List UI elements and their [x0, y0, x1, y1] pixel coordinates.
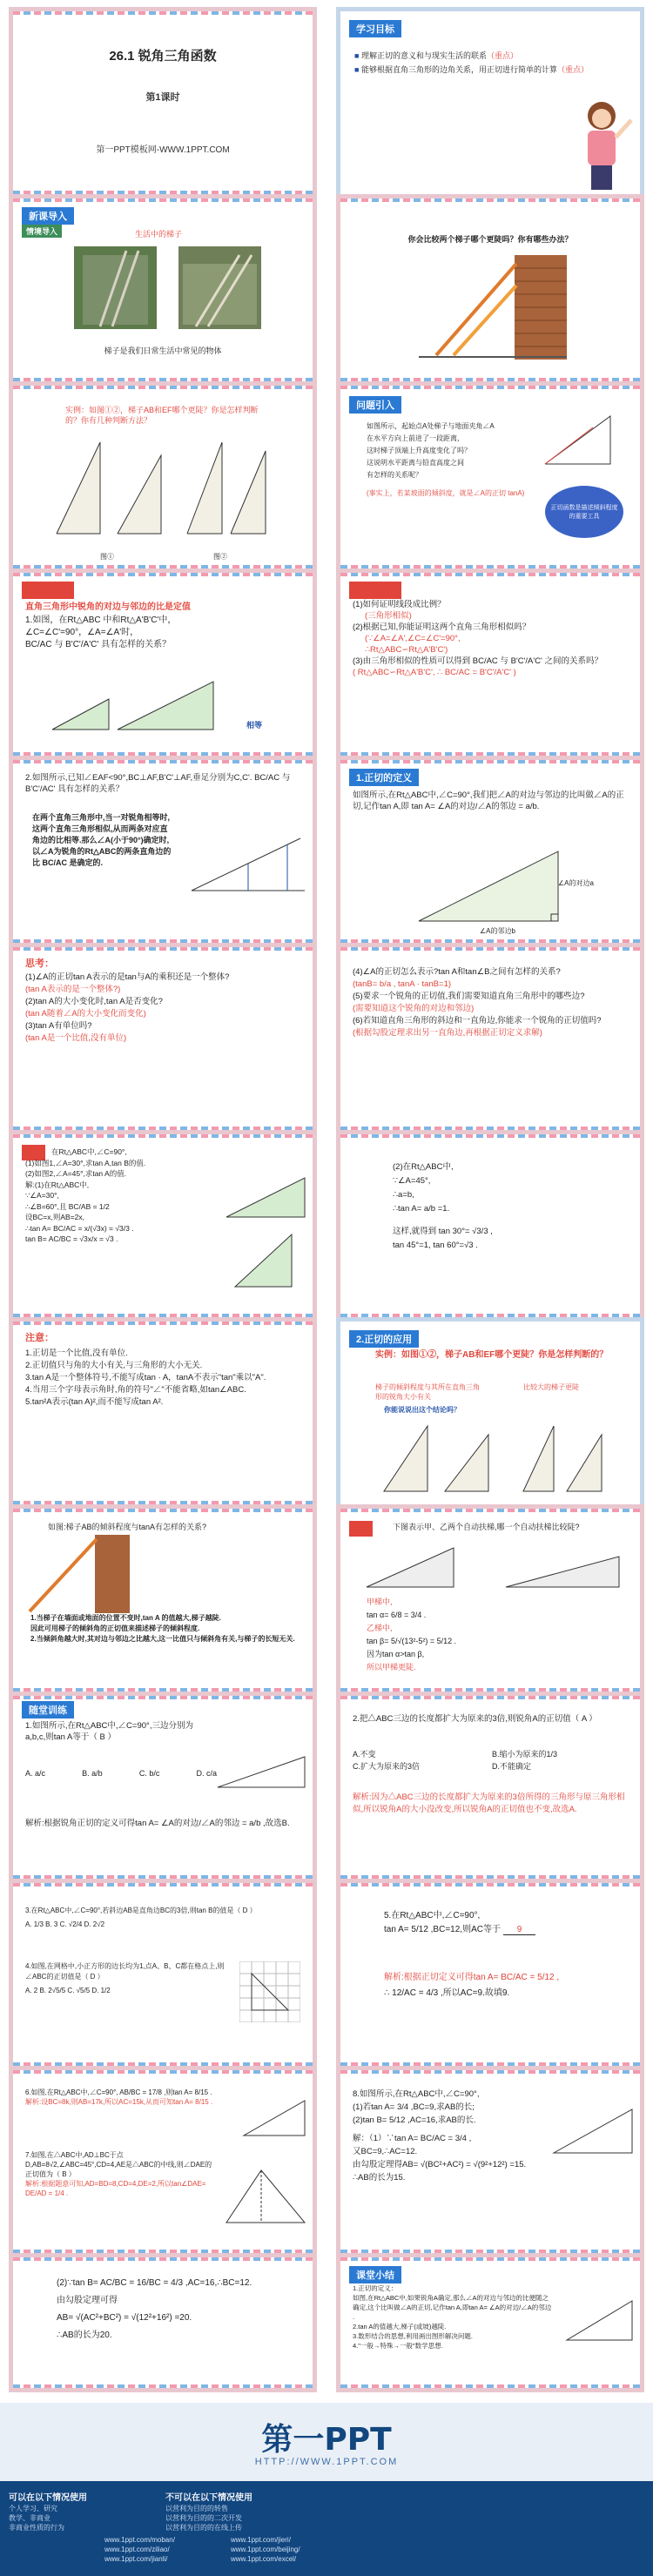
slide-11[interactable] — [9, 943, 317, 1134]
forbidden-item: 以营利为目的的二次开发 — [165, 2514, 242, 2522]
slide-10[interactable] — [336, 756, 644, 947]
top-stripe — [13, 1696, 313, 1699]
slope-diagram — [541, 412, 619, 473]
analysis-line-1: 解析:根据正切定义可得tan A= BC/AC = 5/12 , — [384, 1973, 560, 1982]
slide-26[interactable] — [336, 2253, 644, 2392]
top-stripe — [340, 573, 640, 576]
slide-20[interactable] — [336, 1692, 644, 1883]
exercise-8-triangle — [549, 2105, 636, 2157]
escalator-diagrams — [358, 1539, 628, 1591]
answer-note: 相等 — [246, 721, 263, 730]
slide-2[interactable] — [336, 7, 644, 198]
slide-7[interactable] — [9, 568, 317, 760]
top-stripe — [13, 11, 313, 15]
solution-line-3: (2)如图2,∠A=45°,求tan A的值. — [25, 1169, 127, 1178]
example-question: 下图表示甲、乙两个自动扶梯,哪一个自动扶梯比较陡? — [393, 1523, 580, 1531]
question-line-2: ∠C=∠C'=90°，∠A=∠A'时， — [25, 628, 139, 637]
slide-tag: 课堂小结 — [349, 2266, 401, 2283]
slide-8[interactable] — [336, 568, 644, 760]
slide-12[interactable] — [336, 943, 644, 1134]
site-name: 第一PPT模板网-WWW.1PPT.COM — [96, 145, 230, 155]
footer-link[interactable]: www.1ppt.com/moban/ — [104, 2536, 175, 2544]
analysis-6: 解析:设BC=8k,则AB=17k,所以AC=15k,从而可知tan A= 8/15 . — [25, 2098, 213, 2106]
summary-3: 3.数形结合的思想,利用画出图形解决问题. — [353, 2332, 473, 2340]
top-stripe — [13, 1883, 313, 1887]
solution-line-2: 由勾股定理可得 — [57, 2296, 118, 2305]
top-stripe — [340, 198, 640, 202]
slide-tag: 问题引入 — [349, 396, 401, 414]
question-3-options: A. 1/3 B. 3 C. √2/4 D. 2√2 — [25, 1920, 105, 1928]
top-stripe — [13, 2257, 313, 2261]
footer-logo: 第一PPT — [261, 2422, 392, 2458]
forbidden-list — [165, 2504, 242, 2532]
question-3: (3)由三角形相似的性质可以得到 BC/AC 与 B'C'/A'C' 之间的关系吗？ — [353, 656, 603, 666]
section-heading: 直角三角形中锐角的对边与邻边的比是定值 — [25, 602, 191, 612]
solution-line-8: ∴tan A= BC/AC = x/(√3x) = √3/3 . — [25, 1223, 134, 1233]
intro-text — [367, 420, 523, 481]
goal-2-badge: （重点） — [556, 65, 589, 74]
forbidden-item: 以营利为目的的转售 — [165, 2505, 228, 2512]
top-stripe — [13, 1322, 313, 1325]
top-stripe — [340, 386, 640, 389]
figure-1-label: 图① — [100, 553, 114, 561]
question-text: 如图:梯子AB的倾斜程度与tanA有怎样的关系? — [48, 1523, 207, 1531]
allowed-list — [9, 2504, 64, 2532]
slide-title: 26.1 锐角三角函数 — [109, 49, 217, 64]
goal-1-badge: （重点） — [486, 51, 518, 60]
slide-16[interactable] — [336, 1317, 644, 1509]
option-c[interactable]: C. b/c — [138, 1769, 160, 1778]
conclusion-3: 2.当倾斜角越大时,其对边与邻边之比越大,这一比值只与倾斜角有关,与梯子的长短无关. — [30, 1635, 295, 1643]
slide-tag: 引导思考 — [349, 582, 401, 599]
summary-triangle — [562, 2297, 636, 2344]
solution-line-1: (2)∵tan B= AC/BC = 16/BC = 4/3 ,AC=16,∴BC=12. — [57, 2278, 252, 2288]
question-6: 6.如图,在Rt△ABC中,∠C=90°, AB/BC = 17/8 ,则tan A= 8/15 . — [25, 2088, 212, 2096]
angle-diagram — [187, 830, 309, 899]
speech-bubble: 正切函数是描述倾斜程度的重要工具 — [545, 486, 623, 538]
opposite-label: ∠A的对边a — [558, 879, 594, 887]
note-5: 5.tan²A表示(tan A)²,而不能写成tan A². — [25, 1397, 164, 1407]
note-3: 3.tan A是一个整体符号,不能写成tan · A，tanA不表示"tan"乘以"A". — [25, 1373, 266, 1382]
top-stripe — [13, 386, 313, 389]
exercise-6-triangle — [239, 2096, 309, 2140]
footer-url[interactable]: HTTP://WWW.1PPT.COM — [254, 2457, 399, 2467]
figure-2-label: 图② — [213, 553, 227, 561]
top-stripe — [13, 1509, 313, 1512]
slide-tag: 学习目标 — [349, 20, 401, 37]
answer-2: (∵∠A=∠A',∠C=∠C'=90°, — [365, 634, 461, 643]
adjacent-label: ∠A的邻边b — [480, 927, 515, 935]
forbidden-item: 以营利为目的的在线上传 — [165, 2524, 242, 2532]
goal-1 — [354, 50, 624, 62]
guided-questions — [353, 599, 631, 678]
summary-2: 2.tan A的值越大,梯子(或坡)越陡. — [353, 2323, 447, 2331]
slide-subtag: 情境导入 — [22, 225, 62, 238]
slide-15[interactable] — [9, 1317, 317, 1509]
solution-part-2 — [57, 2275, 309, 2344]
answer-5: (需要知道这个锐角的对边和邻边) — [353, 1004, 475, 1013]
think-questions — [25, 972, 308, 1045]
answer-4: (tanB= b/a , tanA · tanB=1) — [353, 979, 452, 989]
bubble-note-2: 比较大的梯子更陡 — [523, 1383, 579, 1391]
question-1: (1)∠A的正切tan A表示的是tan与A的乘积还是一个整体? — [25, 972, 230, 982]
think-questions — [353, 966, 636, 1039]
bottom-stripe — [340, 2384, 640, 2388]
solution-line-3: ∴a=b, — [393, 1190, 414, 1200]
notes-list — [25, 1348, 308, 1409]
slide-tag: 例1 — [22, 1145, 45, 1160]
example-solution — [367, 1596, 593, 1674]
photo-caption: 梯子是我们日常生活中常见的物体 — [104, 346, 222, 355]
option-c[interactable]: C.扩大为原来的3倍 — [353, 1762, 421, 1771]
solution-line-4: 解:(1)在Rt△ABC中, — [25, 1180, 90, 1189]
solution-line-3: 由勾股定理得AB= √(BC²+AC²) = √(9²+12²) =15. — [353, 2160, 527, 2169]
top-stripe — [340, 1509, 640, 1512]
question-3: 3.在Rt△ABC中,∠C=90°,若斜边AB是直角边BC的3倍,则tan B的值是（ D ） — [25, 1907, 257, 1914]
grid-diagram — [239, 1961, 300, 2022]
top-stripe — [13, 1134, 313, 1138]
bottom-stripe — [13, 2384, 313, 2388]
question-text — [25, 615, 269, 651]
footer-link[interactable]: www.1ppt.com/jianli/ — [104, 2555, 168, 2563]
slide-tag: 思考： — [25, 958, 54, 969]
solution-line-6: tan 45°=1, tan 60°=√3 . — [393, 1241, 478, 1250]
solution-line-2: tan α= 6/8 = 3/4 . — [367, 1611, 427, 1619]
solution-line-4: ∴AB的长为20. — [57, 2331, 112, 2340]
question-4: (4)∠A的正切怎么表示?tan A和tan∠B之间有怎样的关系? — [353, 967, 561, 977]
top-stripe — [13, 573, 313, 576]
note-2: 2.正切值只与角的大小有关,与三角形的大小无关. — [25, 1361, 203, 1370]
question-line-1: 1.如图，在Rt△ABC 中和Rt△A'B'C'中， — [25, 615, 177, 625]
footer-link[interactable]: www.1ppt.com/jieri/ — [231, 2536, 291, 2544]
conclusion-text — [30, 1613, 309, 1644]
exercise-question — [384, 1909, 628, 1937]
answer-2: (tan A随着∠A的大小变化而变化) — [25, 1009, 146, 1019]
photo-label: 生活中的梯子 — [135, 230, 183, 239]
footer-link[interactable]: www.1ppt.com/ziliao/ — [104, 2546, 170, 2553]
slide-subtitle: 第1课时 — [145, 92, 180, 103]
question-2: (2)根据已知,你能证明这两个直角三角形相似吗？ — [353, 622, 531, 632]
conclusion-1: 1.当梯子在墙面或地面的位置不变时,tan A 的值越大,梯子越陡. — [30, 1614, 221, 1622]
top-stripe — [340, 947, 640, 951]
example-triangle-1 — [222, 1169, 309, 1221]
solution-line-7: 设BC=x,则AB=2x, — [25, 1213, 85, 1221]
exercise-7-triangle — [222, 2166, 309, 2227]
slide-14[interactable] — [336, 1130, 644, 1322]
slide-17[interactable] — [9, 1504, 317, 1696]
summary-4: 4."一般→特殊→一般"数学思想. — [353, 2342, 443, 2350]
option-a[interactable]: A.不变 — [353, 1750, 376, 1759]
question-4-options: A. 2 B. 2√5/5 C. √5/5 D. 1/2 — [25, 1987, 111, 1994]
exercise-6 — [25, 2088, 234, 2107]
question-5: (5)要求一个锐角的正切值,我们需要知道直角三角形中的哪些边? — [353, 992, 585, 1001]
analysis-line-2: ∴ 12/AC = 4/3 ,所以AC=9.故填9. — [384, 1988, 510, 1998]
solution-line-5: 因为tan α>tan β, — [367, 1650, 425, 1658]
intro-line-4: 这说明水平距离与铅直高度之间 — [367, 459, 464, 467]
solution-line-4: ∴AB的长为15. — [353, 2173, 406, 2183]
top-stripe — [13, 947, 313, 951]
solution-line-1: 解：（1）∵tan A= BC/AC = 3/4 , — [353, 2134, 472, 2143]
slide-tag: 注意： — [25, 1333, 54, 1343]
answer-6: (根据勾股定理求出另一直角边,再根据正切定义求解) — [353, 1028, 542, 1038]
ladder-triangles — [375, 1422, 610, 1496]
goal-2-text: 能够根据直角三角形的边角关系，用正切进行简单的计算 — [360, 65, 557, 74]
example-solution — [393, 1160, 584, 1253]
option-b[interactable]: B.缩小为原来的1/3 — [492, 1750, 558, 1759]
example-solution — [25, 1147, 226, 1245]
option-d[interactable]: D.不能确定 — [492, 1762, 532, 1771]
footer-logo-area — [0, 2403, 653, 2481]
summary-1-detail: 如图,在Rt△ABC中,如果锐角A确定,那么∠A的对边与邻边的比便随之确定,这个比叫做∠A的正切,记作tan A,即tan A= ∠A的对边/∠A的邻边 . — [353, 2294, 552, 2321]
question-8-part-1: (1)若tan A= 3/4 ,BC=9,求AB的长; — [353, 2102, 475, 2112]
note-1: 1.正切是一个比值,没有单位. — [25, 1349, 128, 1358]
slide-21[interactable] — [9, 1879, 317, 2070]
question-text: 你会比较两个梯子哪个更陡吗？你有哪些办法？ — [407, 235, 573, 244]
slide-25[interactable] — [9, 2253, 317, 2392]
slide-1[interactable] — [9, 7, 317, 198]
question-8: 8.如图所示,在Rt△ABC中,∠C=90°, — [353, 2089, 480, 2099]
top-stripe — [340, 1134, 640, 1138]
solution-line-1: 甲梯中, — [367, 1597, 393, 1606]
allowed-item: 教学、非商业 — [9, 2514, 50, 2522]
question-3: (3)tan A有单位吗? — [25, 1021, 92, 1031]
slide-tag: 随堂训练 — [22, 1701, 74, 1718]
question-1: (1)如何证明线段成比例？ — [353, 600, 446, 609]
top-stripe — [340, 760, 640, 763]
top-stripe — [340, 2257, 640, 2261]
formula-note: (事实上，若某坡面的倾斜度，就是∠A的正切 tanA) — [367, 489, 525, 497]
exercise-question: 1.如图所示,在Rt△ABC中,∠C=90°,三边分别为a,b,c,则tan A等于（ B ） — [25, 1721, 193, 1742]
slide-19[interactable] — [9, 1692, 317, 1883]
allowed-item: 个人学习、研究 — [9, 2505, 57, 2512]
allowed-title: 可以在以下情况使用 — [9, 2493, 87, 2503]
option-a[interactable]: A. a/c — [25, 1769, 46, 1778]
answer-options — [353, 1748, 631, 1772]
slide-24[interactable] — [336, 2066, 644, 2257]
option-d[interactable]: D. c/a — [196, 1769, 217, 1778]
solution-line-1: 在Rt△ABC中,∠C=90°, — [51, 1147, 127, 1156]
goal-1-text: 理解正切的意义和与现实生活的联系 — [360, 51, 487, 60]
slide-6[interactable] — [336, 381, 644, 573]
summary-1: 1.正切的定义： — [353, 2284, 398, 2292]
example-triangles — [48, 438, 283, 551]
footer-link[interactable]: www.1ppt.com/excel/ — [231, 2555, 297, 2563]
goal-bullet-icon: ■ — [354, 65, 361, 74]
slide-3[interactable] — [9, 194, 317, 386]
solution-line-6: ∴∠B=60°,且 BC/AB = 1/2 — [25, 1201, 110, 1211]
solution-line-5: 这样,就得到 tan 30°= √3/3 , — [393, 1227, 493, 1236]
slide-23[interactable] — [9, 2066, 317, 2257]
solution-line-1: (2)在Rt△ABC中, — [393, 1162, 454, 1172]
bubble-note-3: 你能说说出这个结论吗？ — [384, 1406, 461, 1414]
solution-line-2: ∵∠A=45°, — [393, 1176, 431, 1186]
example-triangle-2 — [231, 1230, 300, 1291]
exercise-4 — [25, 1961, 226, 1996]
definition-text: 如图所示,在Rt△ABC中,∠C=90°,我们把∠A的对边与邻边的比叫做∠A的正切,记作tan A,即 tan A= ∠A的对边/∠A的邻边 = a/b. — [353, 790, 624, 811]
question-6: (6)若知道直角三角形的斜边和一直角边,你能求一个锐角的正切值吗? — [353, 1016, 602, 1026]
right-triangle-diagram — [410, 843, 576, 930]
question-2: (2)tan A的大小变化时,tan A是否变化? — [25, 997, 163, 1006]
goal-2 — [354, 64, 624, 76]
solution-line-2: (1)如图1,∠A=30°,求tan A,tan B的值. — [25, 1158, 146, 1167]
analysis-text — [384, 1970, 628, 2001]
link-list — [104, 2535, 331, 2564]
analysis-text: 解析:根据锐角正切的定义可得tan A= ∠A的对边/∠A的邻边 = a/b ,故选B. — [25, 1819, 290, 1828]
answer-1: (三角形相似) — [365, 611, 412, 621]
conclusion-2: 因此可用梯子的倾斜角的正切值来描述梯子的倾斜程度. — [30, 1624, 200, 1632]
ladder-photo-2 — [178, 246, 261, 329]
top-stripe — [340, 1883, 640, 1887]
question-8-part-2: (2)tan B= 5/12 ,AC=16,求AB的长. — [353, 2115, 476, 2125]
answer-options — [25, 1767, 217, 1779]
top-stripe — [340, 2070, 640, 2074]
ladder-photo-1 — [74, 246, 157, 329]
slide-9[interactable] — [9, 756, 317, 947]
footer-band — [0, 2403, 653, 2576]
answer-1: (tan A表示的是一个整体?) — [25, 985, 121, 994]
similar-triangles — [48, 677, 222, 743]
slide-4[interactable] — [336, 194, 644, 386]
slide-tag: 1.正切的定义 — [349, 769, 419, 786]
ladder-wall-illustration — [25, 1535, 130, 1613]
example-question: 实例：如图①②，梯子AB和EF哪个更陡？你是怎样判断的？你有几种判断方法？ — [65, 406, 259, 425]
question-line-3: BC/AC 与 B'C'/A'C' 具有怎样的关系？ — [25, 640, 172, 649]
answer-3: ( Rt△ABC∽Rt△A'B'C', ∴ BC/AC = B'C'/A'C' ) — [353, 668, 516, 677]
answer-blank[interactable]: 9 — [503, 1925, 536, 1935]
solution-line-9: tan B= AC/BC = √3x/x = √3 . — [25, 1234, 118, 1243]
question-line-2: tan A= 5/12 ,BC=12,则AC等于 — [384, 1925, 501, 1934]
example-question: 实例：如图①②，梯子AB和EF哪个更陡？你是怎样判断的？ — [375, 1350, 609, 1360]
intro-line-5: 有怎样的关系呢？ — [367, 471, 422, 479]
bubble-note-1: 梯子的倾斜程度与其所在直角三角形的锐角大小有关 — [375, 1383, 480, 1401]
slide-22[interactable] — [336, 1879, 644, 2070]
solution-line-3: 乙梯中, — [367, 1624, 393, 1632]
exercise-7 — [25, 2150, 217, 2198]
analysis-7: 解析:根据题意可知,AD=BD=8,CD=4,DE=2,所以tan∠DAE= DE/AD = 1/4 . — [25, 2180, 206, 2197]
brick-wall-ladder-illustration — [419, 255, 567, 360]
slide-tag: 例2 — [349, 1521, 373, 1537]
top-stripe — [13, 2070, 313, 2074]
answer-2-continued: ∴Rt△ABC∽Rt△A'B'C') — [365, 645, 448, 655]
summary-list — [353, 2283, 553, 2351]
intro-line-3: 这时梯子顶端上升高度变化了吗？ — [367, 447, 471, 454]
forbidden-title: 不可以在以下情况使用 — [165, 2493, 252, 2503]
analysis-text: 解析:因为△ABC三边的长度都扩大为原来的3倍所得的三角形与原三角形相似,所以锐角A的大小没改变,所以锐角A的正切值也不变,故选A. — [353, 1792, 625, 1814]
explanation-text: 在两个直角三角形中,当一对锐角相等时,这两个直角三角形相似,从而两条对应直角边的比相等.那么∠A(小于90°)确定时,以∠A为锐角的Rt△ABC的两条直角边的比 BC/AC 是确定的. — [32, 813, 172, 867]
question-text: 2.如图所示,已知∠EAF<90°,BC⊥AF,B'C'⊥AF,垂足分别为C,C'. BC/AC 与 B'C'/AC' 具有怎样的关系？ — [25, 773, 291, 794]
goal-bullet-icon: ■ — [354, 51, 361, 60]
teacher-illustration — [567, 94, 636, 194]
footer-link[interactable]: www.1ppt.com/beijing/ — [231, 2546, 300, 2553]
intro-line-2: 在水平方向上前进了一段距离， — [367, 434, 464, 442]
answer-3: (tan A是一个比值,没有单位) — [25, 1033, 127, 1043]
solution-line-2: 又BC=9,∴AC=12. — [353, 2147, 418, 2156]
top-stripe — [340, 1696, 640, 1699]
exercise-question: 2.把△ABC三边的长度都扩大为原来的3倍,则锐角A的正切值（ A ） — [353, 1714, 597, 1724]
option-b[interactable]: B. a/b — [82, 1769, 103, 1778]
solution-line-6: 所以甲梯更陡. — [367, 1663, 416, 1671]
solution-line-5: ∵∠A=30°, — [25, 1191, 59, 1200]
allowed-item: 非商业性质的行为 — [9, 2524, 64, 2532]
top-stripe — [13, 198, 313, 202]
slide-tag: 新课导入 — [22, 207, 74, 225]
exercise-3 — [25, 1906, 304, 1930]
exercise-triangle — [213, 1748, 309, 1792]
solution-line-4: ∴tan A= a/b =1. — [393, 1204, 450, 1214]
question-4: 4.如图,在网格中,小正方形的边长均为1,点A、B、C都在格点上,则∠ABC的正切值是（ D ） — [25, 1962, 225, 1981]
question-7: 7.如图,在△ABC中,AD⊥BC于点D,AB=8√2,∠ABC=45°,CD=4,AE是△ABC的中线,则∠DAE的正切值为（ B ） — [25, 2151, 212, 2178]
slide-tag: 2.正切的应用 — [349, 1330, 419, 1348]
slide-tag: 知识讲解 — [22, 582, 74, 599]
slide-5[interactable] — [9, 381, 317, 573]
slide-18[interactable] — [336, 1504, 644, 1696]
question-line-1: 5.在Rt△ABC中,∠C=90°, — [384, 1911, 481, 1920]
top-stripe — [13, 760, 313, 763]
solution-line-4: tan β= 5/√(13²-5²) = 5/12 . — [367, 1637, 457, 1645]
note-4: 4.当用三个字母表示角时,角的符号"∠"不能省略,如tan∠ABC. — [25, 1385, 246, 1395]
intro-line-1: 如图所示，起始点A处梯子与地面夹角∠A — [367, 422, 495, 430]
solution-line-3: AB= √(AC²+BC²) = √(12²+16²) =20. — [57, 2313, 192, 2323]
slide-13[interactable] — [9, 1130, 317, 1322]
